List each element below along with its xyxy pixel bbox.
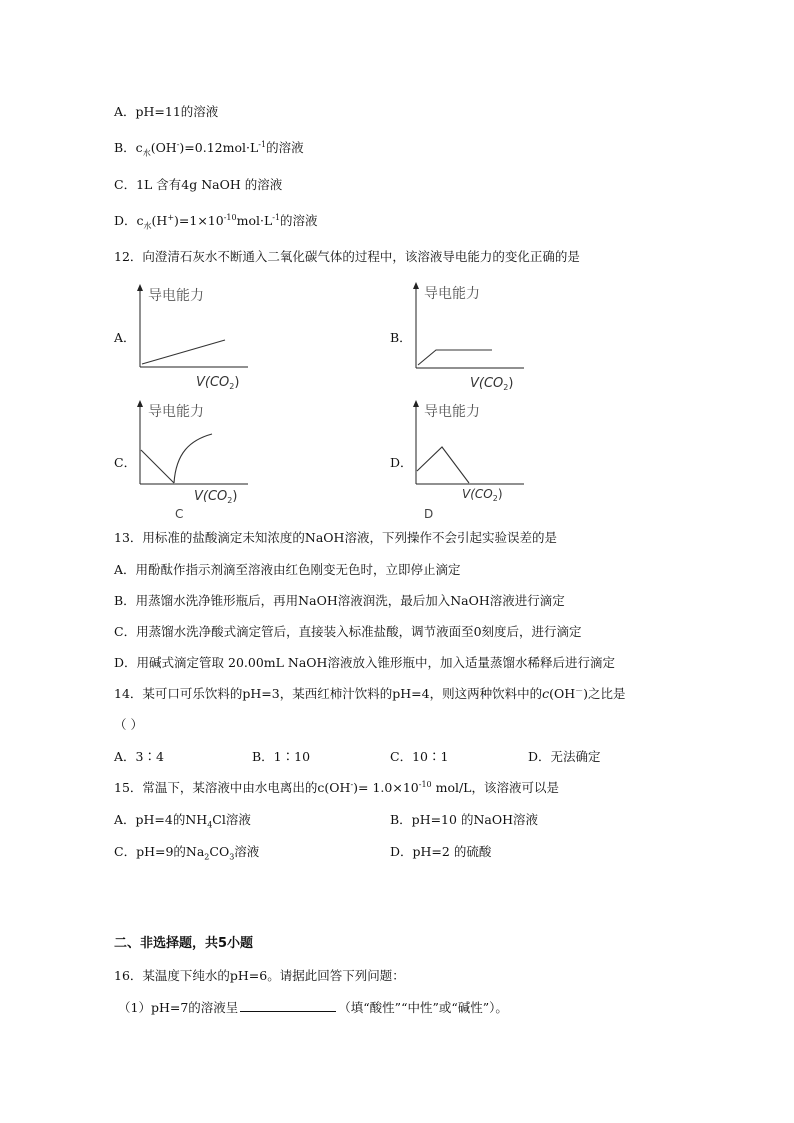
graph-d-y-arrow xyxy=(413,400,419,407)
q14-option-d: D．无法确定 xyxy=(528,749,601,764)
graph-b-x-label: $V(CO_2)$ xyxy=(470,376,514,392)
q12-stem: 12．向澄清石灰水不断通入二氧化碳气体的过程中，该溶液导电能力的变化正确的是 xyxy=(114,249,580,264)
graph-c-y-arrow xyxy=(137,400,143,407)
q16-stem: 16．某温度下纯水的pH=6。请据此回答下列问题： xyxy=(114,968,405,983)
q12-option-b-label: B． xyxy=(390,330,412,345)
q14-option-a: A．3∶4 xyxy=(114,749,164,764)
q15-stem: 15．常温下，某溶液中由水电离出的$c(OH^-)= 1.0\times 10^{-10}$ mol/L，该溶液可以是 xyxy=(114,779,559,795)
q13-stem: 13．用标准的盐酸滴定未知浓度的NaOH溶液，下列操作不会引起实验误差的是 xyxy=(114,530,557,545)
graph-a-y-arrow xyxy=(137,284,143,291)
q14-option-b: B．1∶10 xyxy=(252,749,311,764)
q12-option-a-label: A． xyxy=(114,330,136,345)
q11-option-d: D．$c_水(H^+)=1\times 10^{-10}mol\cdot L^{-1}$的溶液 xyxy=(114,212,318,231)
q14-stem: 14．某可口可乐饮料的pH=3，某西红柿汁饮料的pH=4，则这两种饮料中的c(OH－)之比是 xyxy=(114,685,626,701)
q11-option-a: A．pH=11的溶液 xyxy=(114,104,219,119)
q13-option-b: B．用蒸馏水洗净锥形瓶后，再用NaOH溶液润洗，最后加入NaOH溶液进行滴定 xyxy=(114,593,565,608)
section2-title: 二、非选择题，共5小题 xyxy=(114,936,254,951)
q13-option-c: C．用蒸馏水洗净酸式滴定管后，直接装入标准盐酸，调节液面至0刻度后，进行滴定 xyxy=(114,624,582,639)
graph-c-curve-up xyxy=(174,434,212,483)
q11-option-b: B．$c_水(OH^-)=0.12mol\cdot L^{-1}$的溶液 xyxy=(114,139,304,158)
graph-d-x-label: $V(CO_2)$ xyxy=(462,487,503,503)
graph-c xyxy=(130,398,260,524)
q14-answer-paren: （ ） xyxy=(114,717,143,732)
graph-d-caption: D xyxy=(424,507,434,521)
graph-b-y-arrow xyxy=(413,282,419,289)
graph-c-curve-down xyxy=(141,450,174,483)
q16-part1: （1）pH=7的溶液呈 （填“酸性”“中性”或“碱性”）。 xyxy=(118,1000,508,1015)
q15-option-d: D．pH=2 的硫酸 xyxy=(390,844,492,859)
graph-a xyxy=(130,282,260,392)
graph-c-y-label: 导电能力 xyxy=(148,404,204,420)
q15-option-b: B．pH=10 的NaOH溶液 xyxy=(390,812,538,827)
graph-b xyxy=(406,280,536,392)
q16-part1-blank[interactable] xyxy=(240,999,336,1012)
graph-a-x-label: $V(CO_2)$ xyxy=(196,375,240,391)
graph-d xyxy=(406,398,536,524)
q15-option-c: C．pH=9的$Na_2CO_3$溶液 xyxy=(114,844,260,862)
q15-option-a: A．pH=4的$NH_4Cl$溶液 xyxy=(114,812,251,830)
graph-b-y-label: 导电能力 xyxy=(424,286,480,302)
graph-a-y-label: 导电能力 xyxy=(148,288,204,304)
graph-c-caption: C xyxy=(175,507,184,521)
graph-a-curve xyxy=(142,340,225,364)
graph-c-x-label: $V(CO_2)$ xyxy=(194,489,238,505)
q14-option-c: C．10∶1 xyxy=(390,749,449,764)
q12-option-d-label: D． xyxy=(390,455,413,470)
graph-d-y-label: 导电能力 xyxy=(424,404,480,420)
graph-b-curve xyxy=(418,350,492,365)
graph-d-curve xyxy=(417,447,469,483)
q12-option-c-label: C． xyxy=(114,455,137,470)
q11-option-c: C．1L 含有4g NaOH 的溶液 xyxy=(114,177,283,192)
q13-option-a: A．用酚酞作指示剂滴至溶液由红色刚变无色时，立即停止滴定 xyxy=(114,562,461,577)
q13-option-d: D．用碱式滴定管取 20.00mL NaOH溶液放入锥形瓶中，加入适量蒸馏水稀释后进行滴定 xyxy=(114,655,615,670)
